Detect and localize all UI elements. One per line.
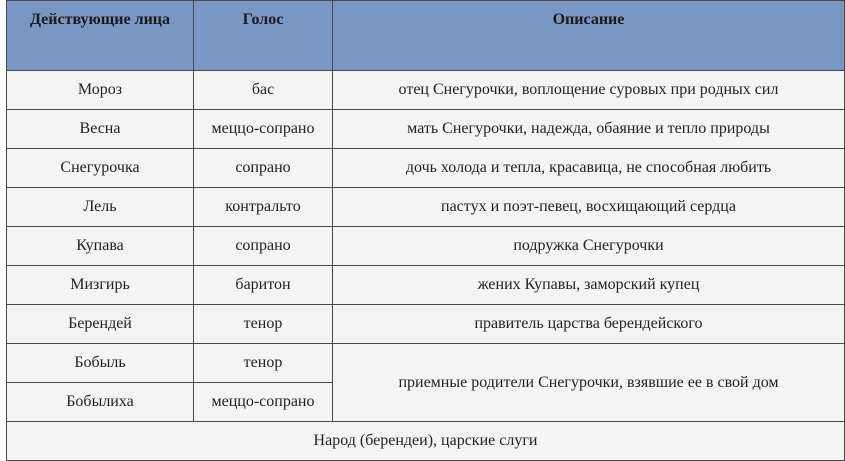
header-row [7,1,845,71]
character-description: жених Купавы, заморский купец [333,266,845,305]
voice-type: меццо-сопрано [194,383,333,422]
header-voice: Голос [194,1,333,71]
voice-type: бас [194,71,333,110]
voice-type: контральто [194,188,333,227]
voice-type: тенор [194,305,333,344]
table-row [7,227,845,266]
footer-note: Народ (берендеи), царские слуги [7,422,845,461]
character-description: дочь холода и тепла, красавица, не способная любить [333,149,845,188]
character-name: Лель [7,188,194,227]
table-row [7,110,845,149]
character-name: Купава [7,227,194,266]
character-description: пастух и поэт-певец, восхищающий сердца [333,188,845,227]
table-row [7,188,845,227]
table-row [7,149,845,188]
table-row [7,344,845,383]
character-name: Мороз [7,71,194,110]
voice-type: сопрано [194,227,333,266]
character-name: Берендей [7,305,194,344]
voice-type: меццо-сопрано [194,110,333,149]
character-description: мать Снегурочки, надежда, обаяние и тепло природы [333,110,845,149]
footer-row [7,422,845,461]
voice-type: сопрано [194,149,333,188]
table-row [7,305,845,344]
voice-type: баритон [194,266,333,305]
header-description: Описание [333,1,845,71]
character-name: Мизгирь [7,266,194,305]
character-description: отец Снегурочки, воплощение суровых при родных сил [333,71,845,110]
character-name: Весна [7,110,194,149]
characters-table [6,0,845,461]
table-row [7,71,845,110]
character-description: правитель царства берендейского [333,305,845,344]
header-characters: Действующие лица [7,1,194,71]
voice-type: тенор [194,344,333,383]
character-description: приемные родители Снегурочки, взявшие ее в свой дом [333,344,845,422]
character-name: Снегурочка [7,149,194,188]
character-name: Бобылиха [7,383,194,422]
character-description: подружка Снегурочки [333,227,845,266]
character-name: Бобыль [7,344,194,383]
table-row [7,266,845,305]
